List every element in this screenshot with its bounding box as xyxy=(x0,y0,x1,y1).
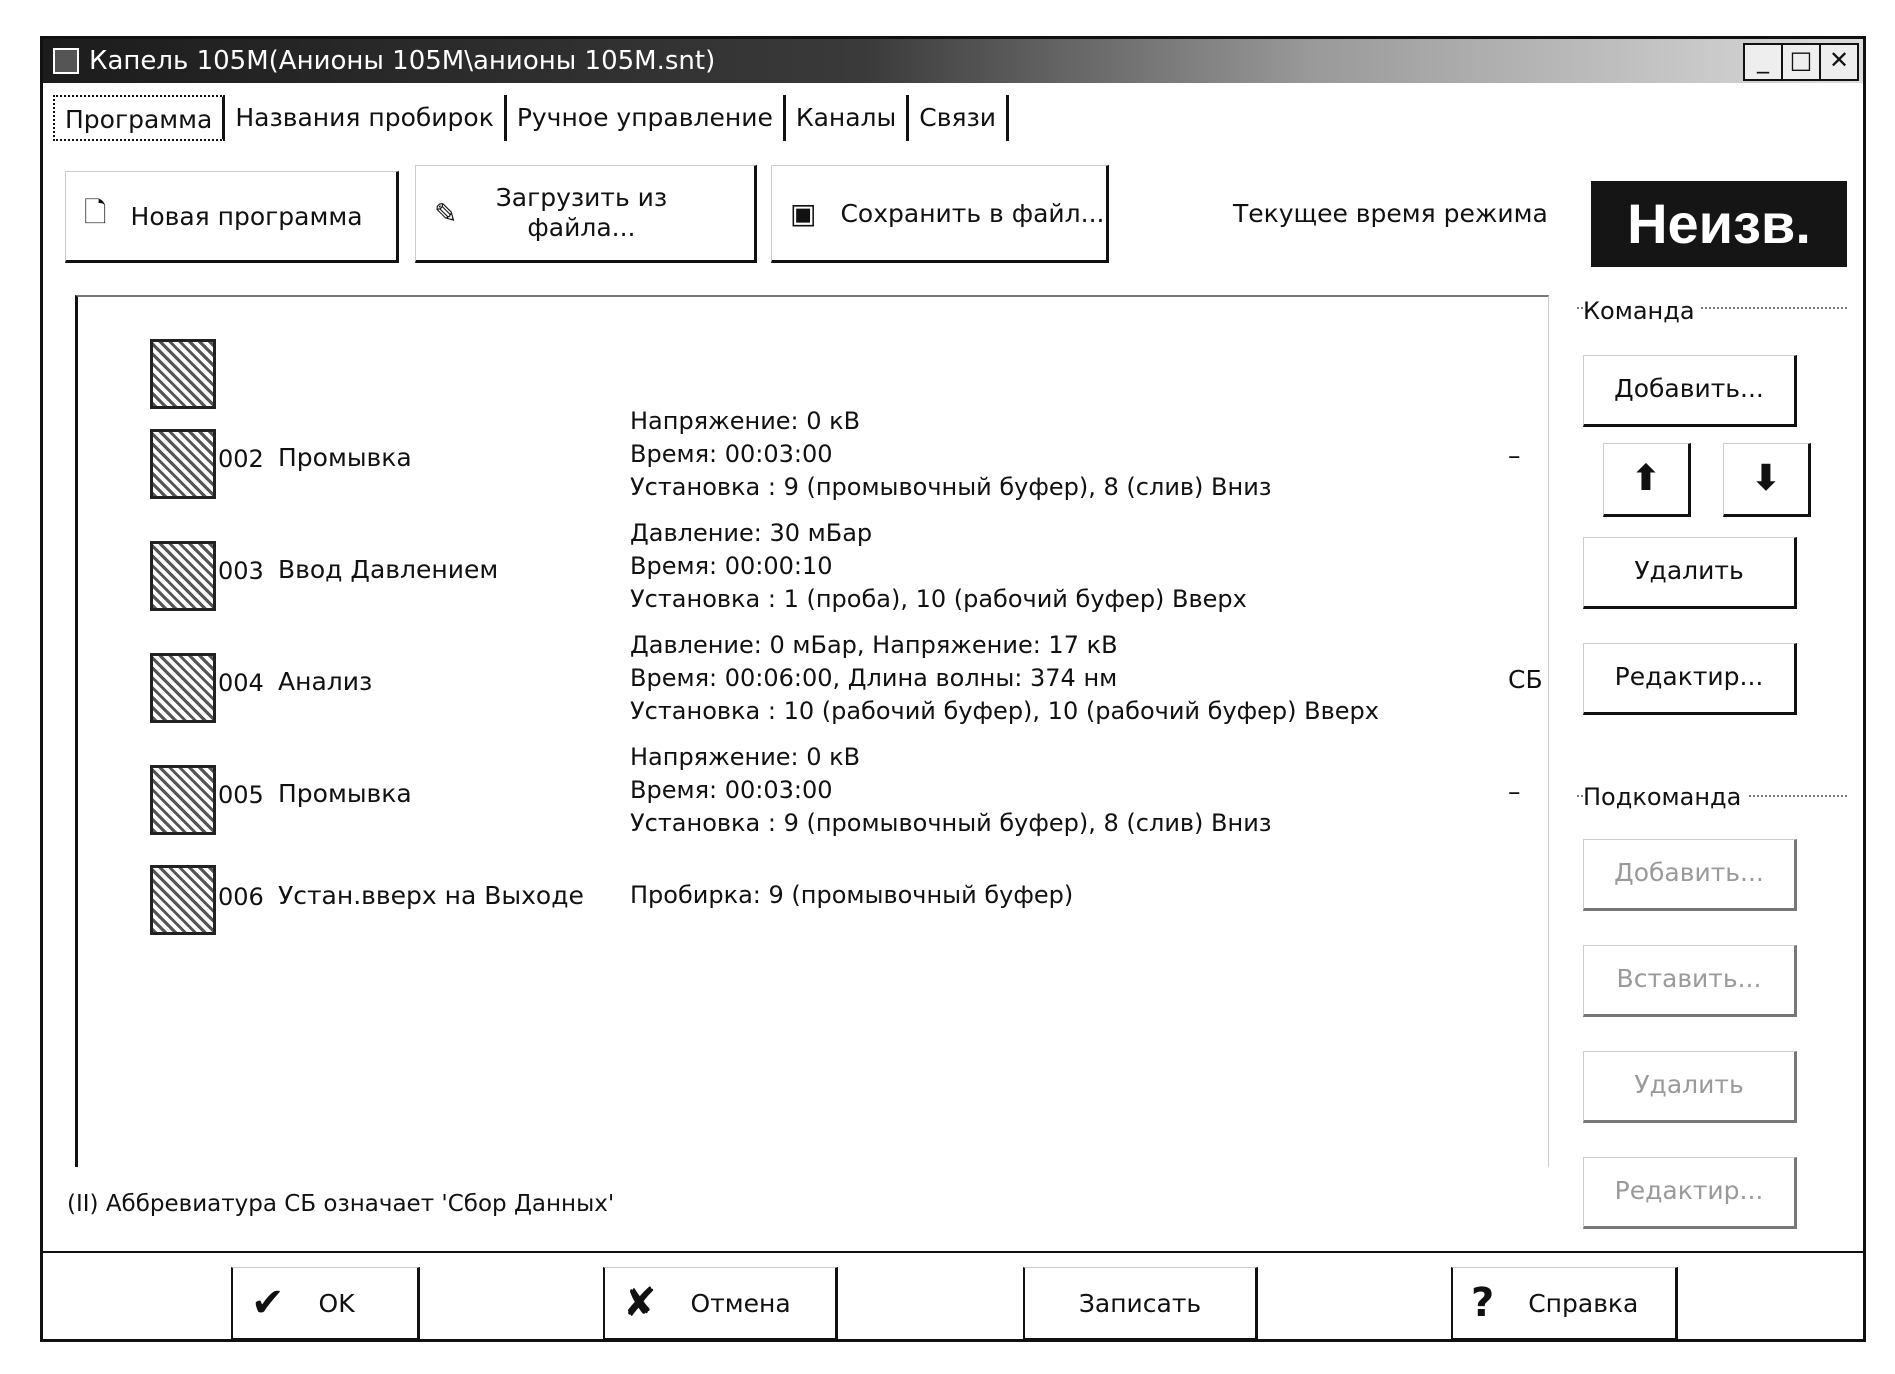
edit-command-button[interactable]: Редактир... xyxy=(1583,643,1797,715)
current-time-label: Текущее время режима xyxy=(1233,199,1548,228)
row-details xyxy=(630,517,1247,616)
ok-button[interactable] xyxy=(231,1267,420,1341)
row-number: 002 xyxy=(218,445,264,473)
row-name: Анализ xyxy=(278,667,373,696)
row-detail-line: Напряжение: 0 кВ xyxy=(630,743,861,771)
arrow-up-icon: ⬆ xyxy=(1630,458,1662,499)
save-to-file-label: Сохранить в файл... xyxy=(840,198,1105,228)
save-to-file-button[interactable] xyxy=(771,165,1109,263)
minimize-button[interactable]: _ xyxy=(1743,43,1783,81)
move-up-button[interactable] xyxy=(1603,443,1691,517)
cancel-button[interactable] xyxy=(603,1267,838,1341)
tab-program[interactable]: Программа xyxy=(53,95,225,141)
cross-icon: ✘ xyxy=(623,1280,657,1326)
question-mark-icon: ? xyxy=(1471,1280,1495,1326)
command-group-label: Команда xyxy=(1583,297,1701,325)
open-folder-icon: ✎ xyxy=(434,196,458,230)
row-number: 003 xyxy=(218,557,264,585)
row-details xyxy=(630,879,1073,912)
tube-up-icon xyxy=(150,865,216,935)
insert-subcommand-button[interactable]: Вставить... xyxy=(1583,945,1797,1017)
abbreviation-footnote: (II) Аббревиатура СБ означает 'Сбор Данных' xyxy=(67,1191,615,1217)
new-program-button[interactable] xyxy=(65,171,399,263)
write-label: Записать xyxy=(1078,1288,1202,1318)
help-button[interactable] xyxy=(1451,1267,1678,1341)
analysis-icon xyxy=(150,653,216,723)
row-detail-line: Пробирка: 9 (промывочный буфер) xyxy=(630,881,1074,909)
program-list[interactable] xyxy=(75,295,1549,1167)
pressure-injection-icon xyxy=(150,541,216,611)
row-flag: СБ xyxy=(1508,665,1543,694)
close-button[interactable]: ✕ xyxy=(1819,43,1859,81)
row-detail-line: Время: 00:03:00 xyxy=(630,776,833,804)
row-flag: – xyxy=(1508,441,1521,470)
row-number: 005 xyxy=(218,781,264,809)
tab-links[interactable]: Связи xyxy=(909,95,1009,141)
add-command-button[interactable]: Добавить... xyxy=(1583,355,1797,427)
edit-subcommand-button[interactable]: Редактир... xyxy=(1583,1157,1797,1229)
program-row[interactable] xyxy=(78,737,1548,837)
row-number: 004 xyxy=(218,669,264,697)
tab-manual-control[interactable]: Ручное управление xyxy=(507,95,786,141)
tab-tube-names[interactable]: Названия пробирок xyxy=(225,95,506,141)
row-name: Промывка xyxy=(278,779,412,808)
app-icon[interactable] xyxy=(53,48,79,74)
maximize-button[interactable]: □ xyxy=(1781,43,1821,81)
start-step-icon xyxy=(150,339,216,409)
current-time-display: Неизв. xyxy=(1591,181,1847,267)
checkmark-icon: ✔ xyxy=(251,1280,285,1326)
row-detail-line: Давление: 0 мБар, Напряжение: 17 кВ xyxy=(630,631,1118,659)
row-details xyxy=(630,741,1272,840)
title-bar xyxy=(43,39,1863,83)
tab-bar xyxy=(53,95,1009,141)
add-subcommand-button[interactable]: Добавить... xyxy=(1583,839,1797,911)
row-detail-line: Время: 00:03:00 xyxy=(630,440,833,468)
row-detail-line: Установка : 9 (промывочный буфер), 8 (слив) Вниз xyxy=(630,809,1272,837)
row-details xyxy=(630,629,1379,728)
load-from-file-label: Загрузить из файла... xyxy=(495,183,668,242)
row-detail-line: Напряжение: 0 кВ xyxy=(630,407,861,435)
arrow-down-icon: ⬇ xyxy=(1750,458,1782,499)
row-detail-line: Давление: 30 мБар xyxy=(630,519,873,547)
ok-label: OK xyxy=(318,1288,355,1318)
row-detail-line: Время: 00:00:10 xyxy=(630,552,833,580)
row-detail-line: Установка : 9 (промывочный буфер), 8 (слив) Вниз xyxy=(630,473,1272,501)
wash-step-icon xyxy=(150,429,216,499)
load-from-file-button[interactable] xyxy=(415,165,757,263)
row-detail-line: Время: 00:06:00, Длина волны: 374 нм xyxy=(630,664,1118,692)
program-row[interactable] xyxy=(78,849,1548,949)
window-title: Капель 105М(Анионы 105М\анионы 105M.snt) xyxy=(89,46,716,76)
help-label: Справка xyxy=(1528,1288,1639,1318)
program-row[interactable] xyxy=(78,513,1548,613)
row-name: Промывка xyxy=(278,443,412,472)
main-window xyxy=(40,36,1866,1342)
row-detail-line: Установка : 10 (рабочий буфер), 10 (рабочий буфер) Вверх xyxy=(630,697,1379,725)
delete-command-button[interactable]: Удалить xyxy=(1583,537,1797,609)
subcommand-group-label: Подкоманда xyxy=(1583,783,1747,811)
bottom-button-bar xyxy=(43,1251,1863,1341)
row-detail-line: Установка : 1 (проба), 10 (рабочий буфер) Вверх xyxy=(630,585,1247,613)
row-name: Устан.вверх на Выходе xyxy=(278,881,584,910)
tab-channels[interactable]: Каналы xyxy=(786,95,909,141)
row-details xyxy=(630,405,1272,504)
document-icon: 🗋 xyxy=(84,196,107,229)
new-program-label: Новая программа xyxy=(130,201,363,231)
row-flag: – xyxy=(1508,777,1521,806)
floppy-disk-icon: ▣ xyxy=(790,196,817,230)
program-row[interactable] xyxy=(78,401,1548,501)
cancel-label: Отмена xyxy=(690,1288,791,1318)
delete-subcommand-button[interactable]: Удалить xyxy=(1583,1051,1797,1123)
program-row[interactable] xyxy=(78,625,1548,725)
row-name: Ввод Давлением xyxy=(278,555,499,584)
write-button[interactable] xyxy=(1023,1267,1258,1341)
move-down-button[interactable] xyxy=(1723,443,1811,517)
row-number: 006 xyxy=(218,883,264,911)
wash-step-icon xyxy=(150,765,216,835)
